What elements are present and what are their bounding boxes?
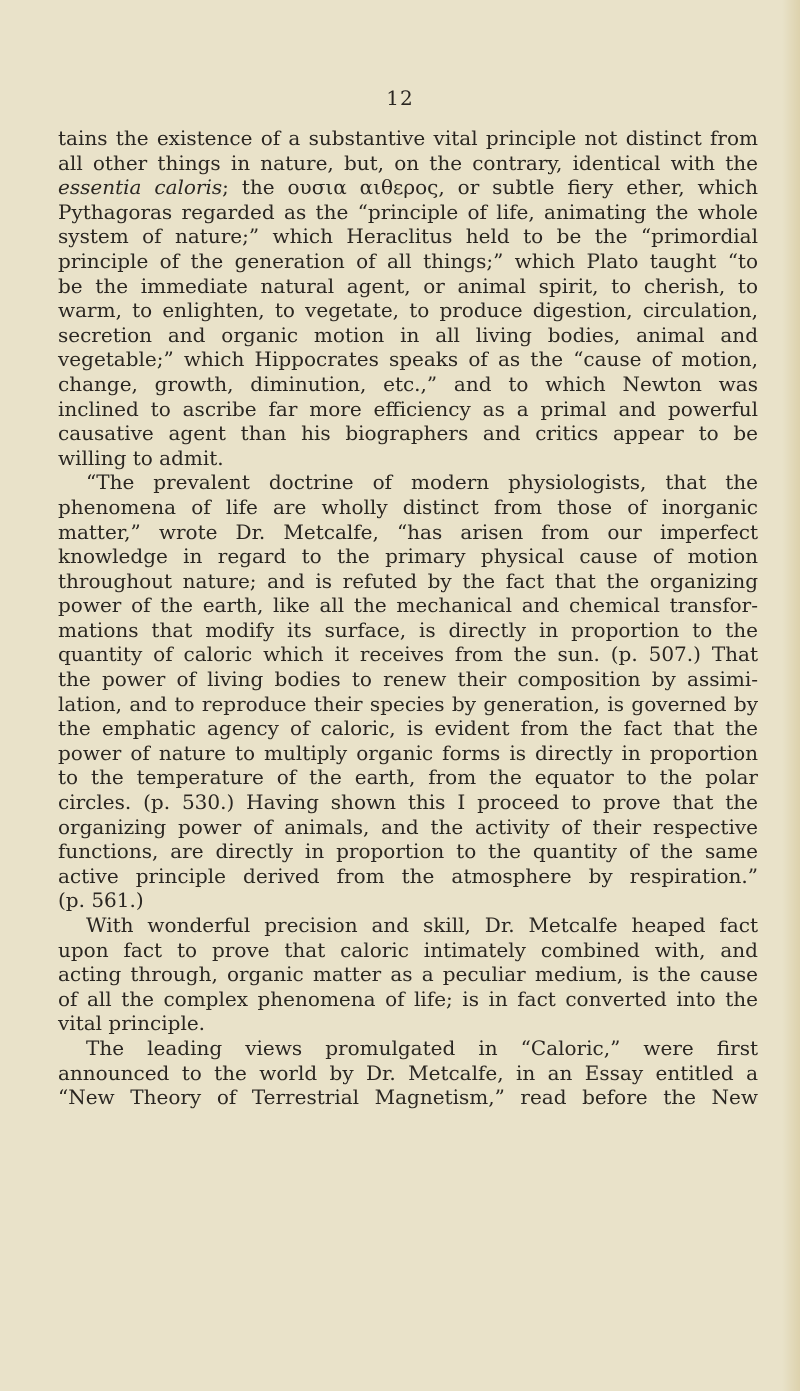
- text-line: functions, are directly in proportion to the quantity of the same: [58, 839, 758, 864]
- text-line: be the immediate natural agent, or animal spirit, to cherish, to: [58, 273, 758, 298]
- text-line: tains the existence of a substantive vital principle not distinct from: [58, 126, 758, 150]
- text-line: announced to the world by Dr. Metcalfe, in an Essay entitled a: [58, 1060, 758, 1085]
- text-line: (p. 561.): [58, 888, 144, 913]
- text-line: system of nature;” which Heraclitus held to be the “primordial: [58, 224, 758, 249]
- text-line: active principle derived from the atmosphere by respiration.”: [58, 863, 758, 888]
- text-line: the emphatic agency of caloric, is evident from the fact that the: [58, 716, 758, 741]
- text-line: power of nature to multiply organic forms is directly in proportion: [58, 740, 758, 765]
- text-line: warm, to enlighten, to vegetate, to produce digestion, circulation,: [58, 298, 758, 323]
- text-line: With wonderful precision and skill, Dr. Metcalfe heaped fact: [86, 913, 758, 937]
- text-line: inclined to ascribe far more efficiency as a primal and powerful: [58, 396, 758, 421]
- text-line: upon fact to prove that caloric intimately combined with, and: [58, 937, 758, 962]
- text-line: all other things in nature, but, on the contrary, identical with the: [58, 150, 758, 175]
- text-line: secretion and organic motion in all living bodies, animal and: [58, 322, 758, 347]
- text-line: to the temperature of the earth, from the equator to the polar: [58, 765, 758, 790]
- text-line: quantity of caloric which it receives from the sun. (p. 507.) That: [58, 642, 758, 667]
- text-line: organizing power of animals, and the activity of their respective: [58, 814, 758, 839]
- latin-phrase: essentia caloris: [58, 175, 223, 200]
- text-line: “The prevalent doctrine of modern physiologists, that the: [86, 470, 758, 495]
- text-line: knowledge in regard to the primary physical cause of motion: [58, 544, 758, 569]
- text-line: “New Theory of Terrestrial Magnetism,” read before the New: [58, 1085, 758, 1110]
- text-line: vegetable;” which Hippocrates speaks of as the “cause of motion,: [58, 347, 758, 372]
- text-line: circles. (p. 530.) Having shown this I proceed to prove that the: [58, 790, 758, 815]
- text-line: vital principle.: [58, 1011, 206, 1036]
- text-line: Pythagoras regarded as the “principle of life, animating the whole: [58, 199, 758, 224]
- text-line: throughout nature; and is refuted by the fact that the organizing: [58, 568, 758, 593]
- text-line: mations that modify its surface, is directly in proportion to the: [58, 617, 758, 642]
- page-edge-shadow: [782, 0, 800, 1391]
- text-line: willing to admit.: [58, 445, 224, 470]
- text-line: power of the earth, like all the mechanical and chemical transfor-: [58, 593, 758, 618]
- body-text: [58, 126, 758, 1110]
- text-line: acting through, organic matter as a peculiar medium, is the cause: [58, 962, 758, 987]
- text-line: matter,” wrote Dr. Metcalfe, “has arisen from our imperfect: [58, 519, 758, 544]
- text-line: causative agent than his biographers and critics appear to be: [58, 421, 758, 446]
- text-line: the power of living bodies to renew their composition by assimi-: [58, 667, 758, 692]
- text-line: phenomena of life are wholly distinct from those of inorganic: [58, 494, 758, 519]
- text-line: The leading views promulgated in “Caloric,” were first: [86, 1035, 758, 1060]
- text-line: principle of the generation of all things;” which Plato taught “to: [58, 248, 758, 273]
- text-line: essentia caloris; the ουσια αιθερος, or subtle fiery ether, which: [58, 175, 758, 200]
- text-line: lation, and to reproduce their species by generation, is governed by: [58, 691, 758, 716]
- text-line: of all the complex phenomena of life; is in fact converted into the: [58, 986, 758, 1011]
- page-number: 12: [386, 86, 414, 110]
- text-line: change, growth, diminution, etc.,” and to which Newton was: [58, 371, 758, 396]
